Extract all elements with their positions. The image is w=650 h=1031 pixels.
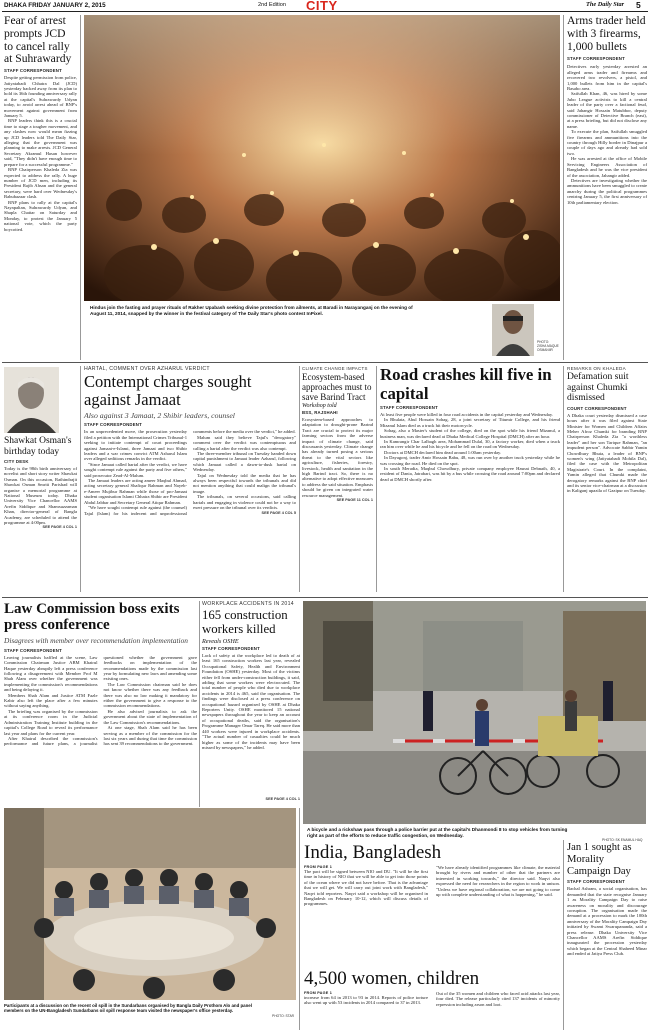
paragraph: The three-member tribunal on Tuesday handed down capital punishment to Jamaat leader Azharul, following which Jamaat called a dawn-to-dusk hartal on Wednesday. — [193, 451, 296, 473]
traffic-photo — [303, 601, 646, 824]
story-defamation — [567, 366, 647, 494]
meeting-photo-image — [4, 808, 296, 1000]
paragraph: At one stage, Shah Alam said he has been serving as a member of the commission for the last six years and during that time the commission has sent 39 recommendations to the government. — [103, 725, 197, 747]
headline: India, Bangladesh — [304, 842, 442, 863]
column-divider — [299, 366, 300, 592]
column-divider — [563, 840, 564, 1030]
headline: Jan 1 sought as Morality Campaign Day — [567, 842, 632, 877]
paragraph: Bachal Ashram, a social organisation, has demanded that the state recognise January 1 as Morality Campaign Day to raise awareness on morality and discourage corruption. The organisation made the demand at a procession to mark the 100th anniversary of the Morality Campaign Day initiated by Swami Swarupananda, said a press release. Dhaka University Vice Chancellor AAMS Arefin Siddique inaugurated the procession yesterday which began at the Central Shaheed Minar and ended at Jatiya Press Club. — [567, 886, 647, 957]
paragraph: Despite getting permission from police, Jatiyatabadi Chhatra Dal (JCD) yesterday backed away from its plan to hold its 36th founding anniversary rally at the capital's Suhrawardy Udyan today, to avoid arrest ahead of BNP's movement against government from January 5. — [4, 75, 77, 119]
paragraph: Doctors at DMCH declared him dead around 1:00am yesterday. — [384, 449, 502, 455]
headline: Road crashes kill five in capital — [380, 365, 552, 403]
byline: STAFF CORRESPONDENT — [380, 405, 438, 410]
story-morality — [567, 842, 647, 957]
lead-photo-caption: Hindus join the fasting and prayer rituals of Rakher Upabash seeking divine protection from ailments, at Baradi in Narayanganj on the evening of August 11, 2014, snapped by the winner in the festival category of The Daily Star's photo contest InPixel. — [90, 305, 413, 316]
meeting-photo-caption: Participants at a discussion on the recent oil spill in the Sundarbans organised by Bangla Daily Prothom Alo and panel members on the UN-Bangladesh Sundarbans oil spill response team visited the newspaper's office yesterday. — [4, 1003, 252, 1014]
paragraph: In Dayagonj, trader Amir Hossain Babu, 48, was run over by another truck yesterday while he was crossing the road. He died on the spot. — [380, 455, 560, 466]
byline: STAFF CORRESPONDENT — [567, 879, 625, 885]
paragraph: At least five people were killed in four road accidents in the capital yesterday and Wednesday. — [380, 412, 553, 417]
paragraph: Sohag, also a Master's student of the college, died on the spot while his friend Mizanul, a business man, was declared dead at Dhaka Medical College Hospital (DMCH) after an hour. — [380, 428, 560, 439]
byline: CITY DESK — [4, 459, 29, 464]
edition-line — [4, 2, 106, 9]
column-divider — [80, 366, 81, 592]
deck: Reveals OSHE — [202, 638, 239, 645]
paragraph: Tajul on Wednesday told the media that he has always been respectful towards the tribunals and did not mention anything that could malign the tribunal's image. — [193, 472, 296, 494]
deck: Disagrees with member over recommendation implementation — [4, 635, 188, 645]
headline: Arms trader held with 3 firearms, 1,000 bullets — [567, 14, 646, 53]
lead-photo-image — [84, 15, 560, 301]
column-divider — [80, 15, 81, 360]
jump-line: SEE PAGE 4 COL 1 — [42, 525, 77, 530]
story-women-children — [304, 968, 560, 1007]
column-divider — [199, 601, 200, 807]
section-rule — [2, 362, 648, 363]
column-divider — [299, 808, 300, 1030]
paragraph: BNP leaders think this is a crucial time to stage a tougher movement, and any clashes now would mean fizzing up JCD leaders told The Daily Star, alleging that the government was planning to make arrests. JCD General Secretary Akramul Hasan however said, "They didn't have enough time to prepare for a successful programme." — [4, 118, 77, 167]
paragraph: To execute the plan, Saifullah smuggled five firearms and ammunitions into the country through Hilly border in Dinajpur a couple of days ago and already had sold two. — [567, 129, 647, 156]
column — [304, 991, 428, 1007]
paragraph: The pact will be signed between NIO and DU. "It will be the first time in history of NIO that we will be able to get into those points of the ocean where we did not have before. That is the advantage that we will get. We will carry out joint work with Bangladesh," Naqvi told reporters. Naqvi said a workshop will be organised in Bangladesh on February 10-12, which will discuss details of programmes. — [304, 869, 428, 907]
section-rule — [2, 597, 648, 598]
photographer-portrait — [492, 304, 534, 356]
headline: 165 construction workers killed — [202, 608, 288, 636]
traffic-photo-caption: A bicycle and a rickshaw pass through a police barrier put at the capital's Dhanmondi 8 to stop vehicles from turning right as part of the efforts to reduce traffic congestion, on Wednesday. — [307, 827, 568, 838]
kicker: CLIMATE CHANGE IMPACTS — [302, 366, 368, 371]
byline: STAFF CORRESPONDENT — [4, 647, 62, 653]
paragraph: Members Shah Alam and Justice ATM Fazle Kabir also left the place after a few minutes without saying anything. — [4, 692, 98, 709]
paragraph: He also advised journalists to ask the government about the state of implementation of the Law Commission's recommendations. — [103, 708, 197, 725]
paragraph: In Bhulata, Abul Hossain Sohag, 28, a joint secretary of Titumir College, and his friend Mizanul Islam died as a truck hit their motorcycle. — [380, 417, 560, 428]
masthead-logo: The Daily Star — [586, 1, 625, 8]
jump-line: SEE PAGE 11 COL 1 — [336, 498, 373, 503]
byline: STAFF CORRESPONDENT — [202, 646, 260, 651]
story-law-commission — [4, 601, 197, 819]
story-jcd — [4, 15, 77, 232]
story-body — [4, 655, 197, 815]
paragraph: A Dhaka court yesterday dismissed a case hours after it was filed against State Minister for Women and Children Affairs Meher Afroz Chumki for branding BNP Chairperson Khaleda Zia "a worthless leader" and her son Tarique Rahman, "an impudent person". Advocate Sabbir Yamin Chowdhury Bhuia, a leader of BNP's women's wing (Jatiyatabadi Mohila Dal), filed the case with the Metropolitan Magistrate's Court. In the complaint, Yamin alleged that Chumki made the derogatory remarks against the BNP chief and its senior vice-chairman at a discussion in Kaliganj upazila of Gazipur on Tuesday. — [567, 412, 647, 494]
headline: Law Commission boss exits press conference — [4, 601, 180, 634]
header-rule — [2, 11, 648, 12]
meeting-photo — [4, 808, 296, 1000]
kicker: WORKPLACE ACCIDENTS IN 2014 — [202, 601, 294, 607]
paragraph: He was arrested at the office of Mobile Servicing Engineers Association of Bangladesh and he was the vice president of the association, Jahangir added. — [567, 156, 647, 178]
kicker: HARTAL, COMMENT OVER AZHARUL VERDICT — [84, 366, 210, 372]
paragraph: In an unprecedented move, the prosecution yesterday filed a petition with the International Crimes Tribunal-1 seeking to initiate contempt of court proceedings against Jamaat-e-Islami, three Jamaat and two Shibir leaders and a war crimes convict ATM Azharul Islam over alleged seditious remarks in the verdict. — [84, 429, 187, 462]
section-name: CITY — [306, 0, 338, 13]
column-divider — [376, 366, 377, 592]
shawkat-osman-portrait — [4, 367, 59, 433]
story-body — [304, 865, 560, 907]
byline: STAFF CORRESPONDENT — [4, 68, 62, 74]
column-divider — [563, 366, 564, 592]
jump-origin: FROM PAGE 1 — [304, 865, 333, 869]
story-india-bangladesh — [304, 842, 560, 907]
lead-photo-rakher-upabash — [84, 15, 560, 301]
headline: Shawkat Osman's birthday today — [4, 436, 72, 457]
paragraph: Detectives are investigating whether the ammunitions have been smuggled to create anarchy during the political programmes centring January 5, the first anniversary of 10th parliamentary election. — [567, 177, 647, 205]
paragraph: After Khairul described the commission's performance and future plans, a journalist questioned whether the government gave feedbacks on implementation of the recommendations made by the commission last year by formulating new laws and amending some existing ones. — [4, 654, 197, 747]
jump-origin: FROM PAGE 1 — [304, 991, 333, 995]
paragraph: "We have sought contempt rule against (the counsel) Tajul (Islam) for his indecent and unprofessional comments before the media over the verdict," he added. — [84, 429, 296, 516]
paragraph: Ecosystem-based approaches to adaptation to drought-prone Barind Tract are crucial to protect its major farming sectors from the adverse impact of climate change, said discussants yesterday. Climate change has already turned posing a serious threat to the vital sectors like agriculture, fisheries, forestry, livestock, health and sanitation in the high Barind tract. So, there is no alternative to adopt effective measures to address the said situation. Emphasis should be given on integrated water resource management. — [302, 417, 373, 498]
paragraph: In Kamrangir Char Lalbagh area, Mohammad Dulal, 30, a factory worker, died when a truck ran him over while he and his bicycle and he fell on the road on Wednesday. — [380, 439, 560, 450]
story-body — [304, 991, 560, 1007]
paragraph: BNP plans to rally at the capital's Nayapaltan, Suhrawardy Udyan, and Shapla Chattar on Saturday and Monday, to protest the January 5 national vote, which the party boycotted. — [4, 199, 77, 232]
story-road-crashes — [380, 366, 560, 482]
paragraph: The tribunals, on several occasions, said calling hartals and engaging in violence could not be a way to exert pressure on the tribunal over its verdicts. — [193, 494, 296, 511]
byline: BSS, RAJSHAHI — [302, 410, 338, 415]
column — [436, 865, 560, 907]
paragraph: Detectives early yesterday arrested an alleged arms trader and firearms and recovered two revolvers, a pistol, and 1,000 bullets from him in the capital's Basabo area. — [567, 64, 647, 92]
story-shawkat — [4, 436, 77, 529]
dateline: DHAKA FRIDAY JANUARY 2, 2015 — [4, 2, 106, 9]
paragraph: "Since Jamaat called hartal after the verdict, we have sought contempt rule against the party and five others," said prosecutor Zead-Al-Malum. — [84, 461, 187, 478]
column — [304, 865, 428, 907]
jump-line: SEE PAGE 4 COL 1 — [265, 797, 300, 801]
column-divider — [563, 15, 564, 360]
headline: Ecosystem-based approaches must to save Barind Tract — [302, 372, 372, 402]
story-workplace — [202, 601, 300, 801]
paragraph: Saifullah Khan, 46, was hired by some Jubo League activists to kill a central leader of the party over a factional feud, said Jahangir Hossain Matubbor, deputy commissioner of Detective Branch (east), at a press briefing, but did not disclose any name. — [567, 91, 647, 129]
byline: COURT CORRESPONDENT — [567, 405, 627, 411]
byline: STAFF CORRESPONDENT — [84, 422, 142, 428]
paragraph: Out of the 35 women and children who faced acid attacks last year, four died. The release particularly cited 137 incidents of minority repression including arson and loot. — [436, 991, 560, 1007]
deck: Also against 3 Jamaat, 2 Shibir leaders, counsel — [84, 411, 235, 421]
byline: STAFF CORRESPONDENT — [567, 56, 625, 62]
headline: 4,500 women, children — [304, 968, 480, 989]
story-arms — [567, 15, 647, 205]
paragraph: The briefing was organised by the commission at its conference room in the Judicial Administration Training Institute building in the capital's College Road to reveal its performance last year and plans for the current year. — [4, 708, 98, 736]
headline: Fear of arrest prompts JCD to cancel rally at Suhrawardy — [4, 14, 72, 66]
traffic-photo-image — [303, 601, 646, 824]
paragraph: Malum said they believe Tajul's "derogatory" comment over the verdict was contemptuous and calling a hartal after the verdict was also contempt. — [193, 434, 296, 451]
story-barind — [302, 366, 373, 502]
paragraph: increase from 64 in 2013 to 93 in 2014. Reports of police torture also went up with 53 incidents in 2014 compared to 37 in 2013. — [304, 995, 428, 1006]
page-number: 5 — [636, 0, 641, 10]
paragraph: Leaving journalists baffled at the scene, Law Commission Chairman Justice ABM Khairul Haque yesterday abruptly left a press conference following a disagreement with Member Prof M Shah Alam over whether the government was implementing the commission's recommendations and being delaying it. — [4, 654, 98, 693]
paragraph: "We have already identified programmes like climate, the material brought by rivers and number of other that the partners are interested in working towards," the director said. Naqvi also expressed the need for researchers in the region to work in unison. "Unless we have regional collaboration, we are not going to come up with complete understanding of what is happening," he said. — [436, 865, 560, 898]
photo-credit: PHOTO: SK ENAMUL HAQ — [602, 838, 643, 842]
jump-line: SEE PAGE 4 COL 5 — [261, 510, 296, 515]
story-jamaat — [84, 366, 296, 516]
headline: Defamation suit against Chumki dismissed — [567, 371, 629, 404]
paragraph: The Jamaat leaders are acting ameer Maqbul Ahmad, acting secretary general Shafiqur Rahman and Nayeb-e-Ameer Mujibur Rahman while those of pro-Jamaat student organisation Islami Chhatra Shibir are President Abdul Jabbar and Secretary General Atiqur Rahman. — [84, 478, 187, 505]
column — [436, 991, 560, 1007]
edition-label: 2nd Edition — [258, 2, 286, 8]
paragraph: BNP Chairperson Khaleda Zia was expected to address the rally. A huge number of JCD men, including its President Rajib Ahsan and the general secretary, were hard over Wednesday's Babubazaar clash. — [4, 167, 77, 200]
kicker: REMARKS ON KHALEDA — [567, 366, 627, 371]
story-body — [84, 429, 296, 516]
deck: Workshop told — [302, 403, 337, 409]
headline: Contempt charges sought against Jamaat — [84, 372, 252, 410]
photo-credit: PHOTO: ZISHA MAQUE OSMANIIR — [537, 340, 559, 352]
paragraph: In south Meradia, Maqbul Chowdhury, private company employee Hasnat Debnath, 40, a resident of Dania, Jatrabari, was hit by a bus while crossing the road around 7:00pm and declared dead at DMCH shortly after. — [380, 466, 560, 482]
paragraph: Lack of safety at the workplace led to death of at least 165 construction workers last year, revealed Occupational Safety, Health and Environment Foundation (OSHE) yesterday. Most of the victims either fell from under-construction buildings, it said, adding that some workers were electrocuted. The total number of people who died due to workplace accidents in 2014 is 465, said the organisation. The findings were disclosed at a press conference on occupational hazard organised by OSHE at Dhaka Reporters Unity. OSHE monitored 15 national newspapers throughout the year to keep an account of occupational deaths, said the organisation's Programme Manager Omar Tareq. He said more than 440 workers were injured in workplace accidents. "The actual number of casualties could be much higher as some of the incidents may have been missed by newspapers," he added. — [202, 653, 300, 750]
photo-credit: PHOTO: STAR — [272, 1014, 295, 1018]
paragraph: The Law Commission chairman said he does not know whether there was any feedback and there was also no law making it mandatory for either the government to give a response to the commission recommendations. — [103, 681, 197, 709]
paragraph: Today is the 98th birth anniversary of novelist and short story writer Shawkat Osman. On this occasion, Rathindrajit Shawkat Osman Smriti Parishad will organise a memorial programme at National Museum today. Dhaka University Vice Chancellor AAMS Arefin Siddique and Shamsuzzaman Khan, director-general of Bangla Academy, are scheduled to attend the programme at 4:00pm. — [4, 466, 77, 526]
